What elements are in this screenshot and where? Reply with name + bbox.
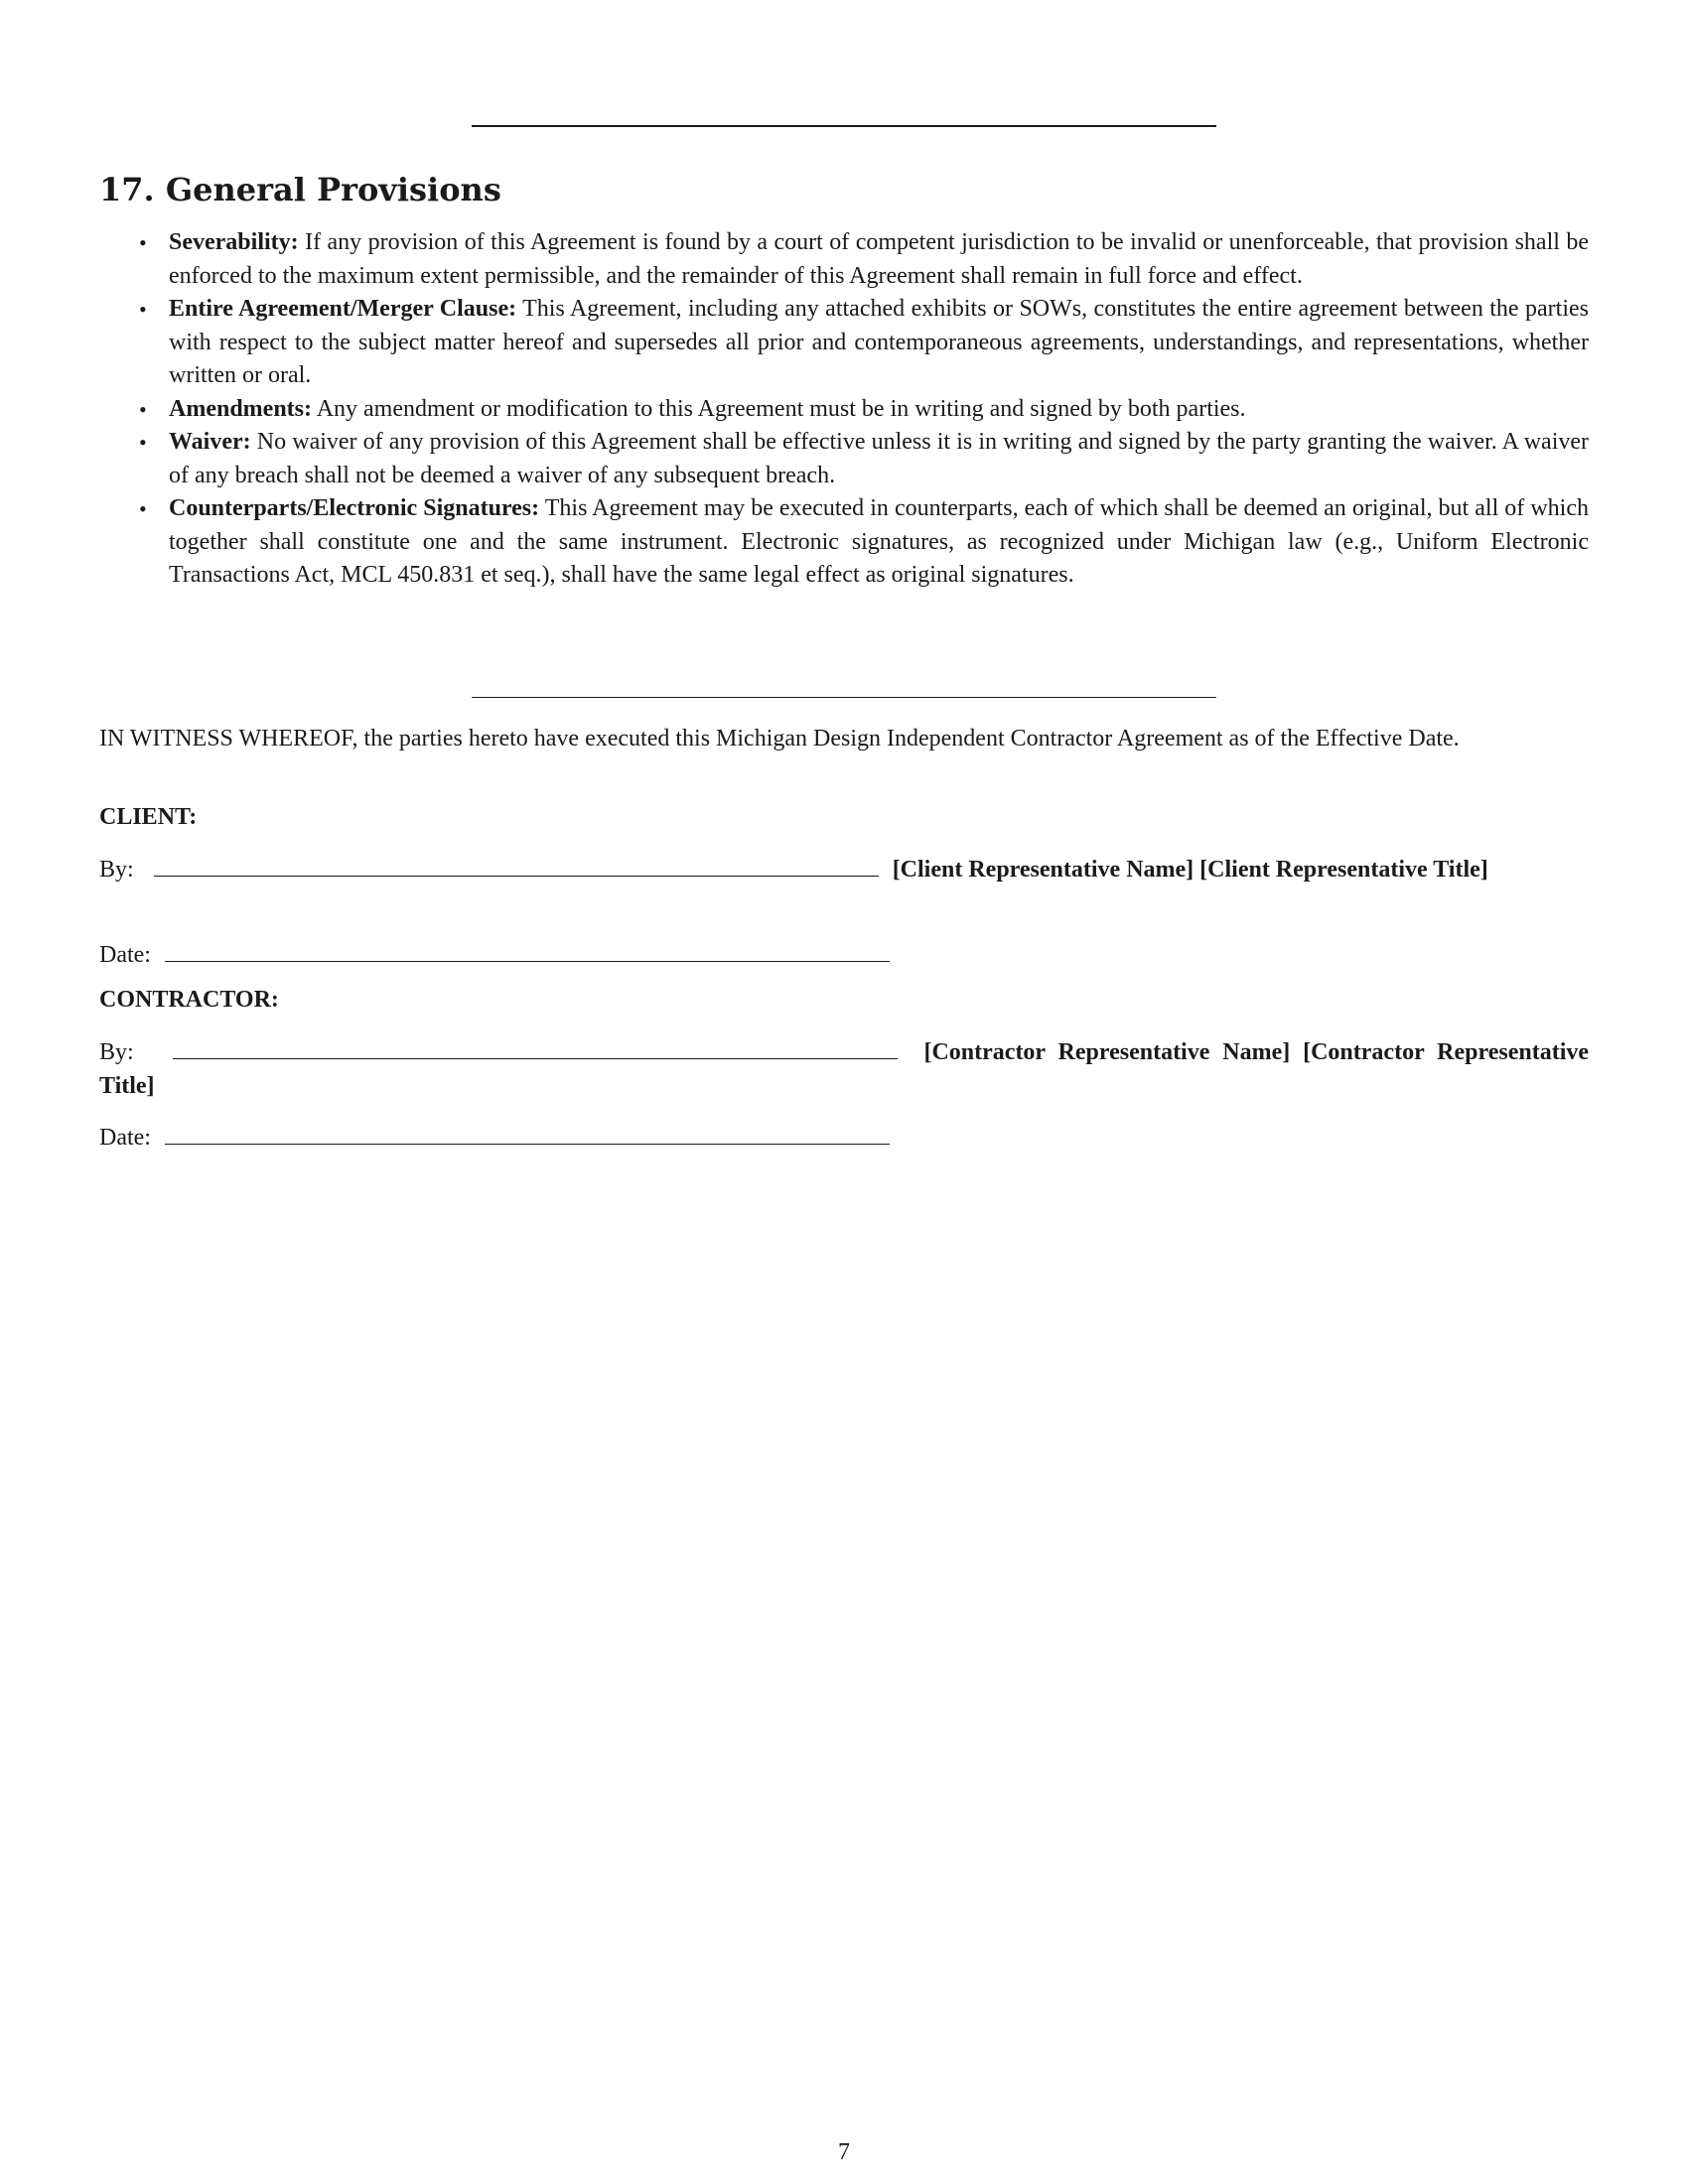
bullet-icon: •	[139, 297, 147, 322]
client-signature-field[interactable]	[154, 858, 879, 877]
provision-text: If any provision of this Agreement is found by a court of competent jurisdiction to be invalid or unenforceable, that provision shall be enforced to the maximum extent permissible, and the remainder of this Agreement shall remain in full force and effect.	[169, 229, 1590, 289]
top-divider	[472, 125, 1216, 127]
client-label: CLIENT:	[99, 804, 198, 830]
provision-text: This Agreement, including any attached exhibits or SOWs, constitutes the entire agreement between the parties with respect to the subject matter hereof and supersedes all prior and contemporaneous agreements, understandings, and representations, whether written or oral.	[169, 296, 1590, 388]
contractor-signer-name: [Contractor Representative Name] [Contractor Representative Title]	[99, 1039, 1590, 1099]
client-by-label: By:	[99, 857, 134, 883]
provision-term: Amendments:	[169, 395, 312, 422]
contractor-by-label: By:	[99, 1039, 134, 1065]
provision-term: Severability:	[169, 229, 299, 255]
bullet-icon: •	[139, 496, 147, 521]
contractor-signature-line	[99, 1036, 1589, 1103]
list-item	[99, 393, 1589, 427]
client-signature-line	[99, 854, 1589, 887]
list-item	[99, 492, 1589, 593]
section-title: 17. General Provisions	[99, 171, 501, 208]
provision-text: No waiver of any provision of this Agreement shall be effective unless it is in writing and signed by the party granting the waiver. A waiver of any breach shall not be deemed a waiver of any subsequent breach.	[169, 429, 1590, 488]
client-signer-name: [Client Representative Name] [Client Representative Title]	[892, 857, 1488, 883]
provisions-list	[99, 226, 1589, 593]
list-item	[99, 226, 1589, 293]
provision-term: Waiver:	[169, 429, 251, 455]
client-date-field[interactable]	[165, 943, 890, 962]
list-item	[99, 426, 1589, 492]
contractor-date-label: Date:	[99, 1125, 151, 1151]
client-date-line	[99, 939, 1589, 973]
bullet-icon: •	[139, 430, 147, 455]
bullet-icon: •	[139, 396, 147, 422]
middle-divider	[472, 697, 1216, 698]
contractor-date-field[interactable]	[165, 1126, 890, 1145]
page-number: 7	[838, 2139, 850, 2165]
witness-statement: IN WITNESS WHEREOF, the parties hereto have executed this Michigan Design Independent Contractor Agreement as of the Effective Date.	[99, 726, 1460, 751]
contractor-signature-field[interactable]	[173, 1040, 898, 1059]
provision-term: Counterparts/Electronic Signatures:	[169, 495, 540, 521]
contractor-date-line	[99, 1122, 1589, 1156]
list-item	[99, 293, 1589, 393]
client-date-label: Date:	[99, 942, 151, 968]
provision-text: Any amendment or modification to this Agreement must be in writing and signed by both parties.	[316, 395, 1246, 422]
provision-term: Entire Agreement/Merger Clause:	[169, 296, 517, 322]
contractor-label: CONTRACTOR:	[99, 987, 279, 1013]
bullet-icon: •	[139, 230, 147, 255]
provision-text: This Agreement may be executed in counterparts, each of which shall be deemed an original, but all of which together shall constitute one and the same instrument. Electronic signatures, as recognized under Michigan law (e.g., Uniform Electronic Transactions Act, MCL 450.831 et seq.), shall have the same legal effect as original signatures.	[169, 495, 1589, 588]
